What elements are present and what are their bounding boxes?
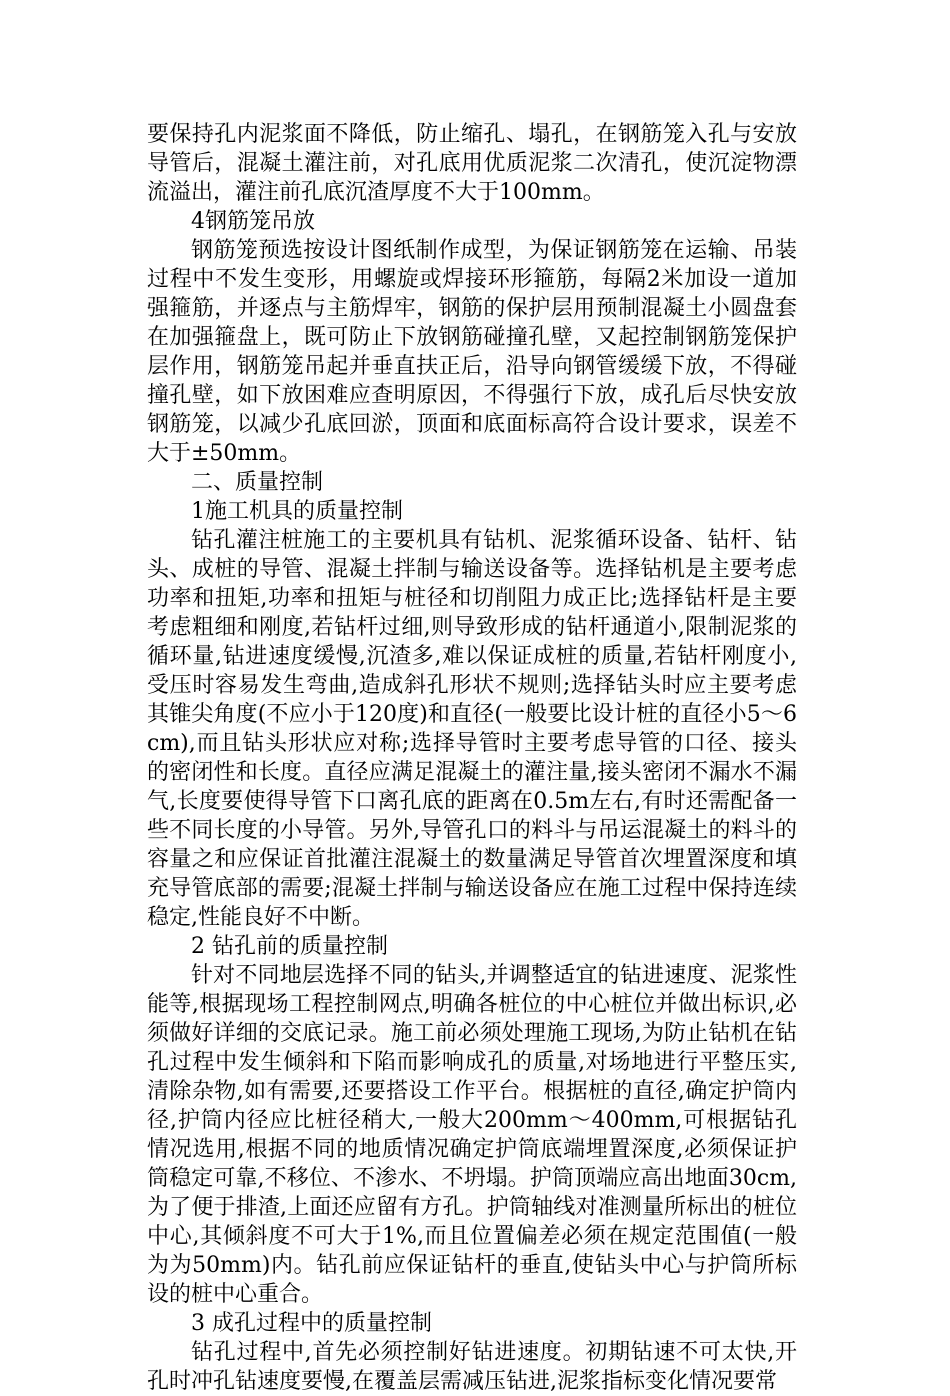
section-heading-drilling-process-quality: 3 成孔过程中的质量控制 <box>191 1311 432 1336</box>
paragraph-pre-drilling: 针对不同地层选择不同的钻头,并调整适宜的钻进速度、泥浆性能等,根据现场工程控制网点,明确各桩位的中心桩位并做出标识,必须做好详细的交底记录。施工前必须处理施工现场,为防止钻机在钻孔过程中发生倾斜和下陷而影响成孔的质量,对场地进行平整压实,清除杂物,如有需要,还要搭设工作平台。根据桩的直径,确定护筒内径,护筒内径应比桩径稍大,一般大200mm～400mm,可根据钻孔情况选用,根据不同的地质情况确定护筒底端埋置深度,必须保证护筒稳定可靠,不移位、不渗水、不坍塌。护筒顶端应高出地面30cm,为了便于排渣,上面还应留有方孔。护筒轴线对准测量所标出的桩位中心,其倾斜度不可大于1%,而且位置偏差必须在规定范围值(一般为为50mm)内。钻孔前应保证钻杆的垂直,使钻头中心与护筒所标设的桩中心重合。 <box>147 963 797 1307</box>
paragraph-rebar-cage: 钢筋笼预选按设计图纸制作成型，为保证钢筋笼在运输、吊装过程中不发生变形，用螺旋或焊接环形箍筋，每隔2米加设一道加强箍筋，并逐点与主筋焊牢，钢筋的保护层用预制混凝土小圆盘套在加强箍盘上，既可防止下放钢筋碰撞孔壁，又起控制钢筋笼保护层作用，钢筋笼吊起并垂直扶正后，沿导向钢管缓缓下放，不得碰撞孔壁，如下放困难应查明原因，不得强行下放，成孔后尽快安放钢筋笼，以减少孔底回淤，顶面和底面标高符合设计要求，误差不大于±50mm。 <box>147 238 797 466</box>
section-heading-pre-drilling-quality: 2 钻孔前的质量控制 <box>191 934 388 959</box>
section-heading-rebar-cage-lifting: 4钢筋笼吊放 <box>191 209 315 234</box>
section-heading-quality-control: 二、质量控制 <box>191 470 324 495</box>
document-page <box>147 120 797 1396</box>
paragraph-continued: 要保持孔内泥浆面不降低，防止缩孔、塌孔，在钢筋笼入孔与安放导管后，混凝土灌注前，对孔底用优质泥浆二次清孔，使沉淀物漂流溢出，灌注前孔底沉渣厚度不大于100mm。 <box>147 122 797 205</box>
paragraph-drilling-process: 钻孔过程中,首先必须控制好钻进速度。初期钻速不可太快,开孔时冲孔钻速度要慢,在覆盖层需减压钻进,泥浆指标变化情况要常 <box>147 1340 797 1394</box>
section-heading-machinery-quality: 1施工机具的质量控制 <box>191 499 403 524</box>
paragraph-machinery: 钻孔灌注桩施工的主要机具有钻机、泥浆循环设备、钻杆、钻头、成桩的导管、混凝土拌制与输送设备等。选择钻机是主要考虑功率和扭矩,功率和扭矩与桩径和切削阻力成正比;选择钻杆是主要考虑粗细和刚度,若钻杆过细,则导致形成的钻杆通道小,限制泥浆的循环量,钻进速度缓慢,沉渣多,难以保证成桩的质量,若钻杆刚度小,受压时容易发生弯曲,造成斜孔形状不规则;选择钻头时应主要考虑其锥尖角度(不应小于120度)和直径(一般要比设计桩的直径小5～6cm),而且钻头形状应对称;选择导管时主要考虑导管的口径、接头的密闭性和长度。直径应满足混凝土的灌注量,接头密闭不漏水不漏气,长度要使得导管下口离孔底的距离在0.5m左右,有时还需配备一些不同长度的小导管。另外,导管孔口的料斗与吊运混凝土的料斗的容量之和应保证首批灌注混凝土的数量满足导管首次埋置深度和填充导管底部的需要;混凝土拌制与输送设备应在施工过程中保持连续稳定,性能良好不中断。 <box>147 528 797 930</box>
